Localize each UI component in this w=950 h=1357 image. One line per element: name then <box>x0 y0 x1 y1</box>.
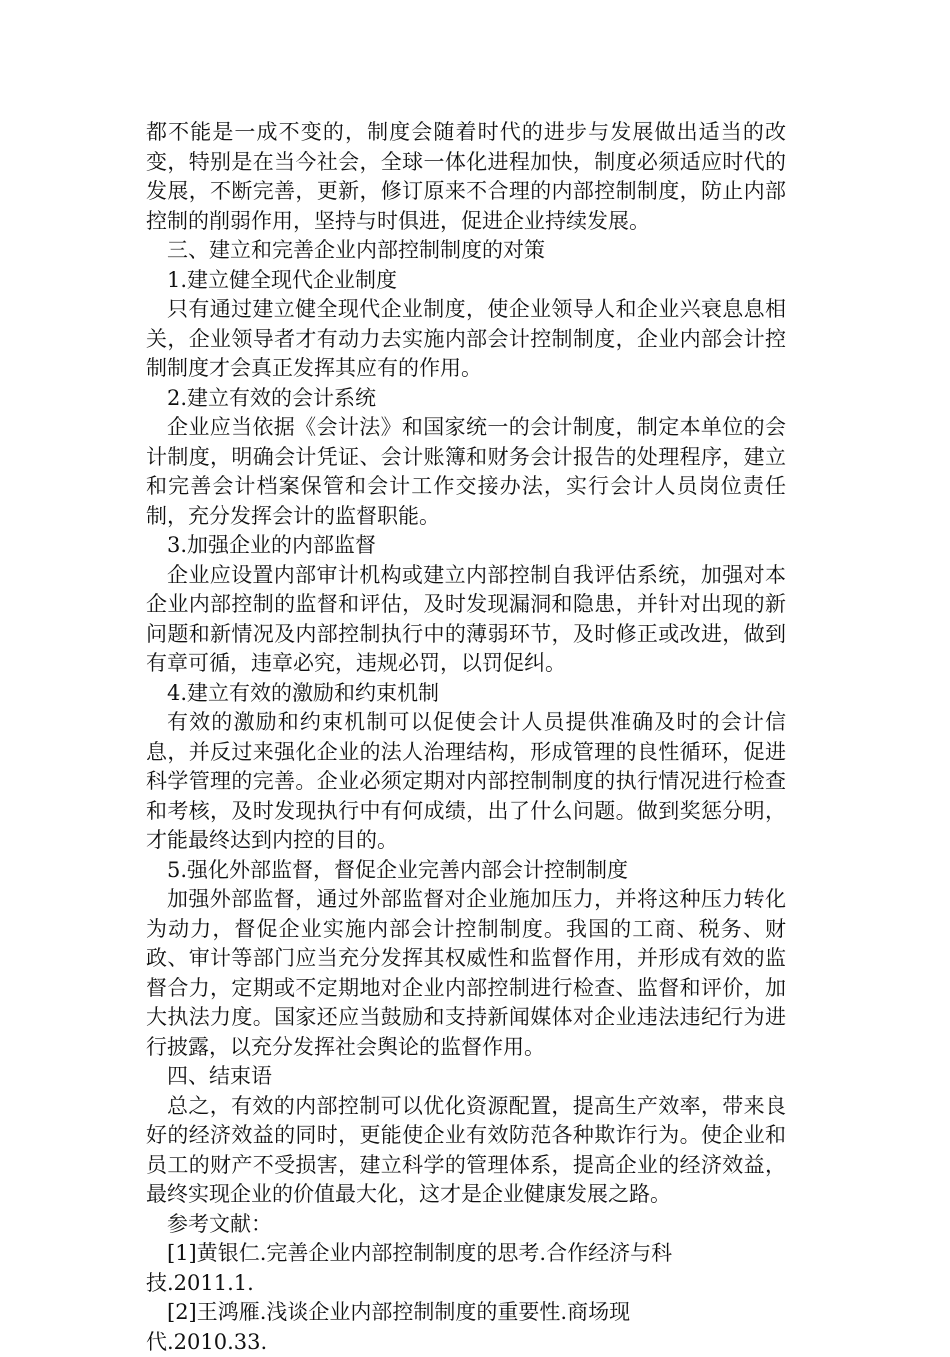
document-page <box>146 118 786 1357</box>
item-1-body: 只有通过建立健全现代企业制度，使企业领导人和企业兴衰息息相关，企业领导者才有动力去实施内部会计控制制度，企业内部会计控制制度才会真正发挥其应有的作用。 <box>146 295 786 384</box>
lead-paragraph: 都不能是一成不变的，制度会随着时代的进步与发展做出适当的改变，特别是在当今社会，全球一体化进程加快，制度必须适应时代的发展，不断完善，更新，修订原来不合理的内部控制制度，防止内部控制的削弱作用，坚持与时俱进，促进企业持续发展。 <box>146 118 786 236</box>
item-2-body: 企业应当依据《会计法》和国家统一的会计制度，制定本单位的会计制度，明确会计凭证、会计账簿和财务会计报告的处理程序，建立和完善会计档案保管和会计工作交接办法，实行会计人员岗位责任制，充分发挥会计的监督职能。 <box>146 413 786 531</box>
reference-1-line-1: [1]黄银仁.完善企业内部控制制度的思考.合作经济与科 <box>146 1239 786 1269</box>
reference-1-line-2: 技.2011.1. <box>146 1269 786 1299</box>
reference-2 <box>146 1298 786 1357</box>
references-heading: 参考文献： <box>146 1210 786 1240</box>
reference-2-line-2: 代.2010.33. <box>146 1328 786 1357</box>
item-3-heading: 3.加强企业的内部监督 <box>146 531 786 561</box>
item-2-heading: 2.建立有效的会计系统 <box>146 384 786 414</box>
item-5-heading: 5.强化外部监督，督促企业完善内部会计控制制度 <box>146 856 786 886</box>
reference-1 <box>146 1239 786 1298</box>
section-3-heading: 三、建立和完善企业内部控制制度的对策 <box>146 236 786 266</box>
section-4-heading: 四、结束语 <box>146 1062 786 1092</box>
conclusion-paragraph: 总之，有效的内部控制可以优化资源配置，提高生产效率，带来良好的经济效益的同时，更能使企业有效防范各种欺诈行为。使企业和员工的财产不受损害，建立科学的管理体系，提高企业的经济效益，最终实现企业的价值最大化，这才是企业健康发展之路。 <box>146 1092 786 1210</box>
item-4-heading: 4.建立有效的激励和约束机制 <box>146 679 786 709</box>
item-3-body: 企业应设置内部审计机构或建立内部控制自我评估系统，加强对本企业内部控制的监督和评估，及时发现漏洞和隐患，并针对出现的新问题和新情况及内部控制执行中的薄弱环节，及时修正或改进，做到有章可循，违章必究，违规必罚，以罚促纠。 <box>146 561 786 679</box>
item-5-body: 加强外部监督，通过外部监督对企业施加压力，并将这种压力转化为动力，督促企业实施内部会计控制制度。我国的工商、税务、财政、审计等部门应当充分发挥其权威性和监督作用，并形成有效的监督合力，定期或不定期地对企业内部控制进行检查、监督和评价，加大执法力度。国家还应当鼓励和支持新闻媒体对企业违法违纪行为进行披露，以充分发挥社会舆论的监督作用。 <box>146 885 786 1062</box>
item-1-heading: 1.建立健全现代企业制度 <box>146 266 786 296</box>
item-4-body: 有效的激励和约束机制可以促使会计人员提供准确及时的会计信息，并反过来强化企业的法人治理结构，形成管理的良性循环，促进科学管理的完善。企业必须定期对内部控制制度的执行情况进行检查和考核，及时发现执行中有何成绩，出了什么问题。做到奖惩分明，才能最终达到内控的目的。 <box>146 708 786 856</box>
reference-2-line-1: [2]王鸿雁.浅谈企业内部控制制度的重要性.商场现 <box>146 1298 786 1328</box>
